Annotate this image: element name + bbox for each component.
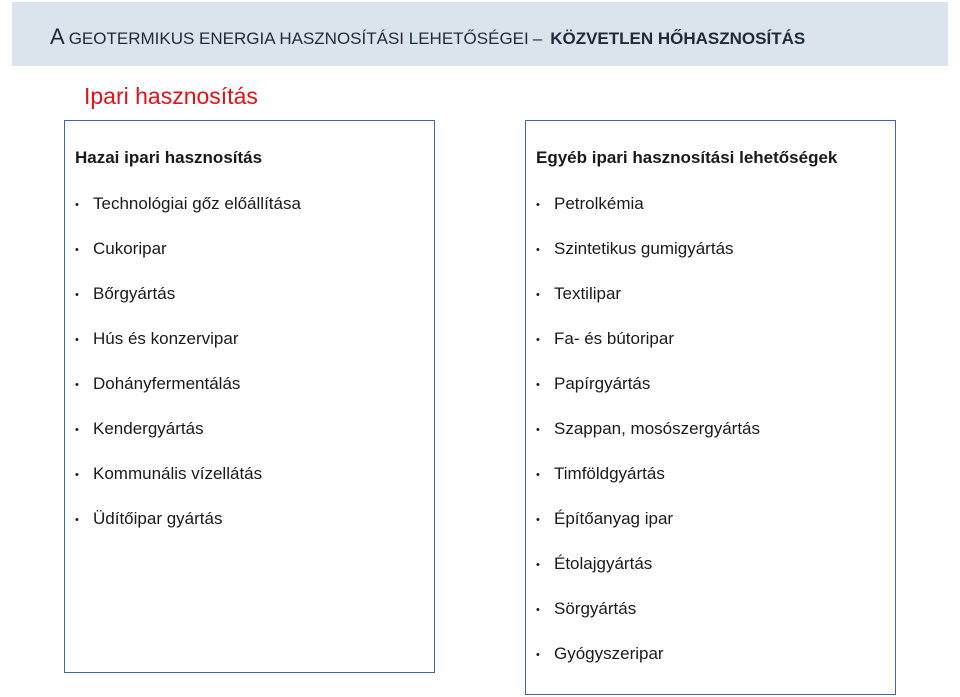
list-item	[536, 193, 760, 238]
list-item-label: Kendergyártás	[93, 419, 204, 438]
box-heading: Hazai ipari hasznosítás	[75, 148, 263, 167]
list-item	[536, 553, 760, 598]
list-item	[75, 463, 301, 508]
list-item-label: Textilipar	[554, 284, 622, 303]
title-main: GEOTERMIKUS ENERGIA HASZNOSÍTÁSI LEHETŐSÉGEI	[68, 29, 529, 48]
domestic-use-list	[75, 193, 301, 553]
list-item-label: Szappan, mosószergyártás	[554, 419, 760, 438]
other-use-list	[536, 193, 760, 688]
bullet-icon: •	[75, 514, 79, 526]
list-item	[536, 238, 760, 283]
list-item-label: Fa- és bútoripar	[554, 329, 674, 348]
list-item	[536, 508, 760, 553]
list-item-label: Cukoripar	[93, 239, 167, 258]
list-item	[536, 643, 760, 688]
list-item	[536, 283, 760, 328]
list-item	[75, 373, 301, 418]
list-item	[536, 328, 760, 373]
list-item-label: Üdítőipar gyártás	[93, 509, 223, 528]
bullet-icon: •	[536, 424, 540, 436]
list-item-label: Étolajgyártás	[554, 554, 653, 573]
list-item	[75, 508, 301, 553]
list-item	[536, 418, 760, 463]
bullet-icon: •	[75, 244, 79, 256]
other-industrial-use-box	[525, 120, 896, 695]
section-subtitle: Ipari hasznosítás	[84, 83, 258, 109]
bullet-icon: •	[536, 514, 540, 526]
bullet-icon: •	[536, 379, 540, 391]
list-item-label: Bőrgyártás	[93, 284, 176, 303]
list-item	[75, 238, 301, 283]
list-item	[75, 193, 301, 238]
bullet-icon: •	[536, 334, 540, 346]
list-item-label: Timföldgyártás	[554, 464, 665, 483]
domestic-industrial-use-box	[64, 120, 435, 673]
list-item-label: Építőanyag ipar	[554, 509, 674, 528]
bullet-icon: •	[536, 244, 540, 256]
bullet-icon: •	[536, 289, 540, 301]
bullet-icon: •	[75, 334, 79, 346]
bullet-icon: •	[536, 469, 540, 481]
list-item	[75, 418, 301, 463]
bullet-icon: •	[75, 469, 79, 481]
title-section: KÖZVETLEN HŐHASZNOSÍTÁS	[550, 29, 806, 48]
bullet-icon: •	[536, 199, 540, 211]
page-title	[50, 24, 806, 50]
list-item	[75, 283, 301, 328]
header-band	[12, 2, 948, 66]
list-item	[75, 328, 301, 373]
list-item-label: Gyógyszeripar	[554, 644, 664, 663]
list-item-label: Technológiai gőz előállítása	[93, 194, 301, 213]
bullet-icon: •	[75, 424, 79, 436]
bullet-icon: •	[536, 649, 540, 661]
list-item-label: Dohányfermentálás	[93, 374, 241, 393]
list-item-label: Sörgyártás	[554, 599, 637, 618]
box-heading: Egyéb ipari hasznosítási lehetőségek	[536, 148, 838, 167]
list-item-label: Szintetikus gumigyártás	[554, 239, 734, 258]
title-first-letter: A	[50, 24, 65, 49]
list-item-label: Kommunális vízellátás	[93, 464, 263, 483]
list-item	[536, 463, 760, 508]
bullet-icon: •	[75, 289, 79, 301]
bullet-icon: •	[536, 559, 540, 571]
bullet-icon: •	[75, 379, 79, 391]
list-item	[536, 598, 760, 643]
bullet-icon: •	[75, 199, 79, 211]
bullet-icon: •	[536, 604, 540, 616]
list-item-label: Hús és konzervipar	[93, 329, 239, 348]
list-item-label: Papírgyártás	[554, 374, 651, 393]
title-separator: –	[532, 29, 543, 48]
list-item	[536, 373, 760, 418]
list-item-label: Petrolkémia	[554, 194, 644, 213]
